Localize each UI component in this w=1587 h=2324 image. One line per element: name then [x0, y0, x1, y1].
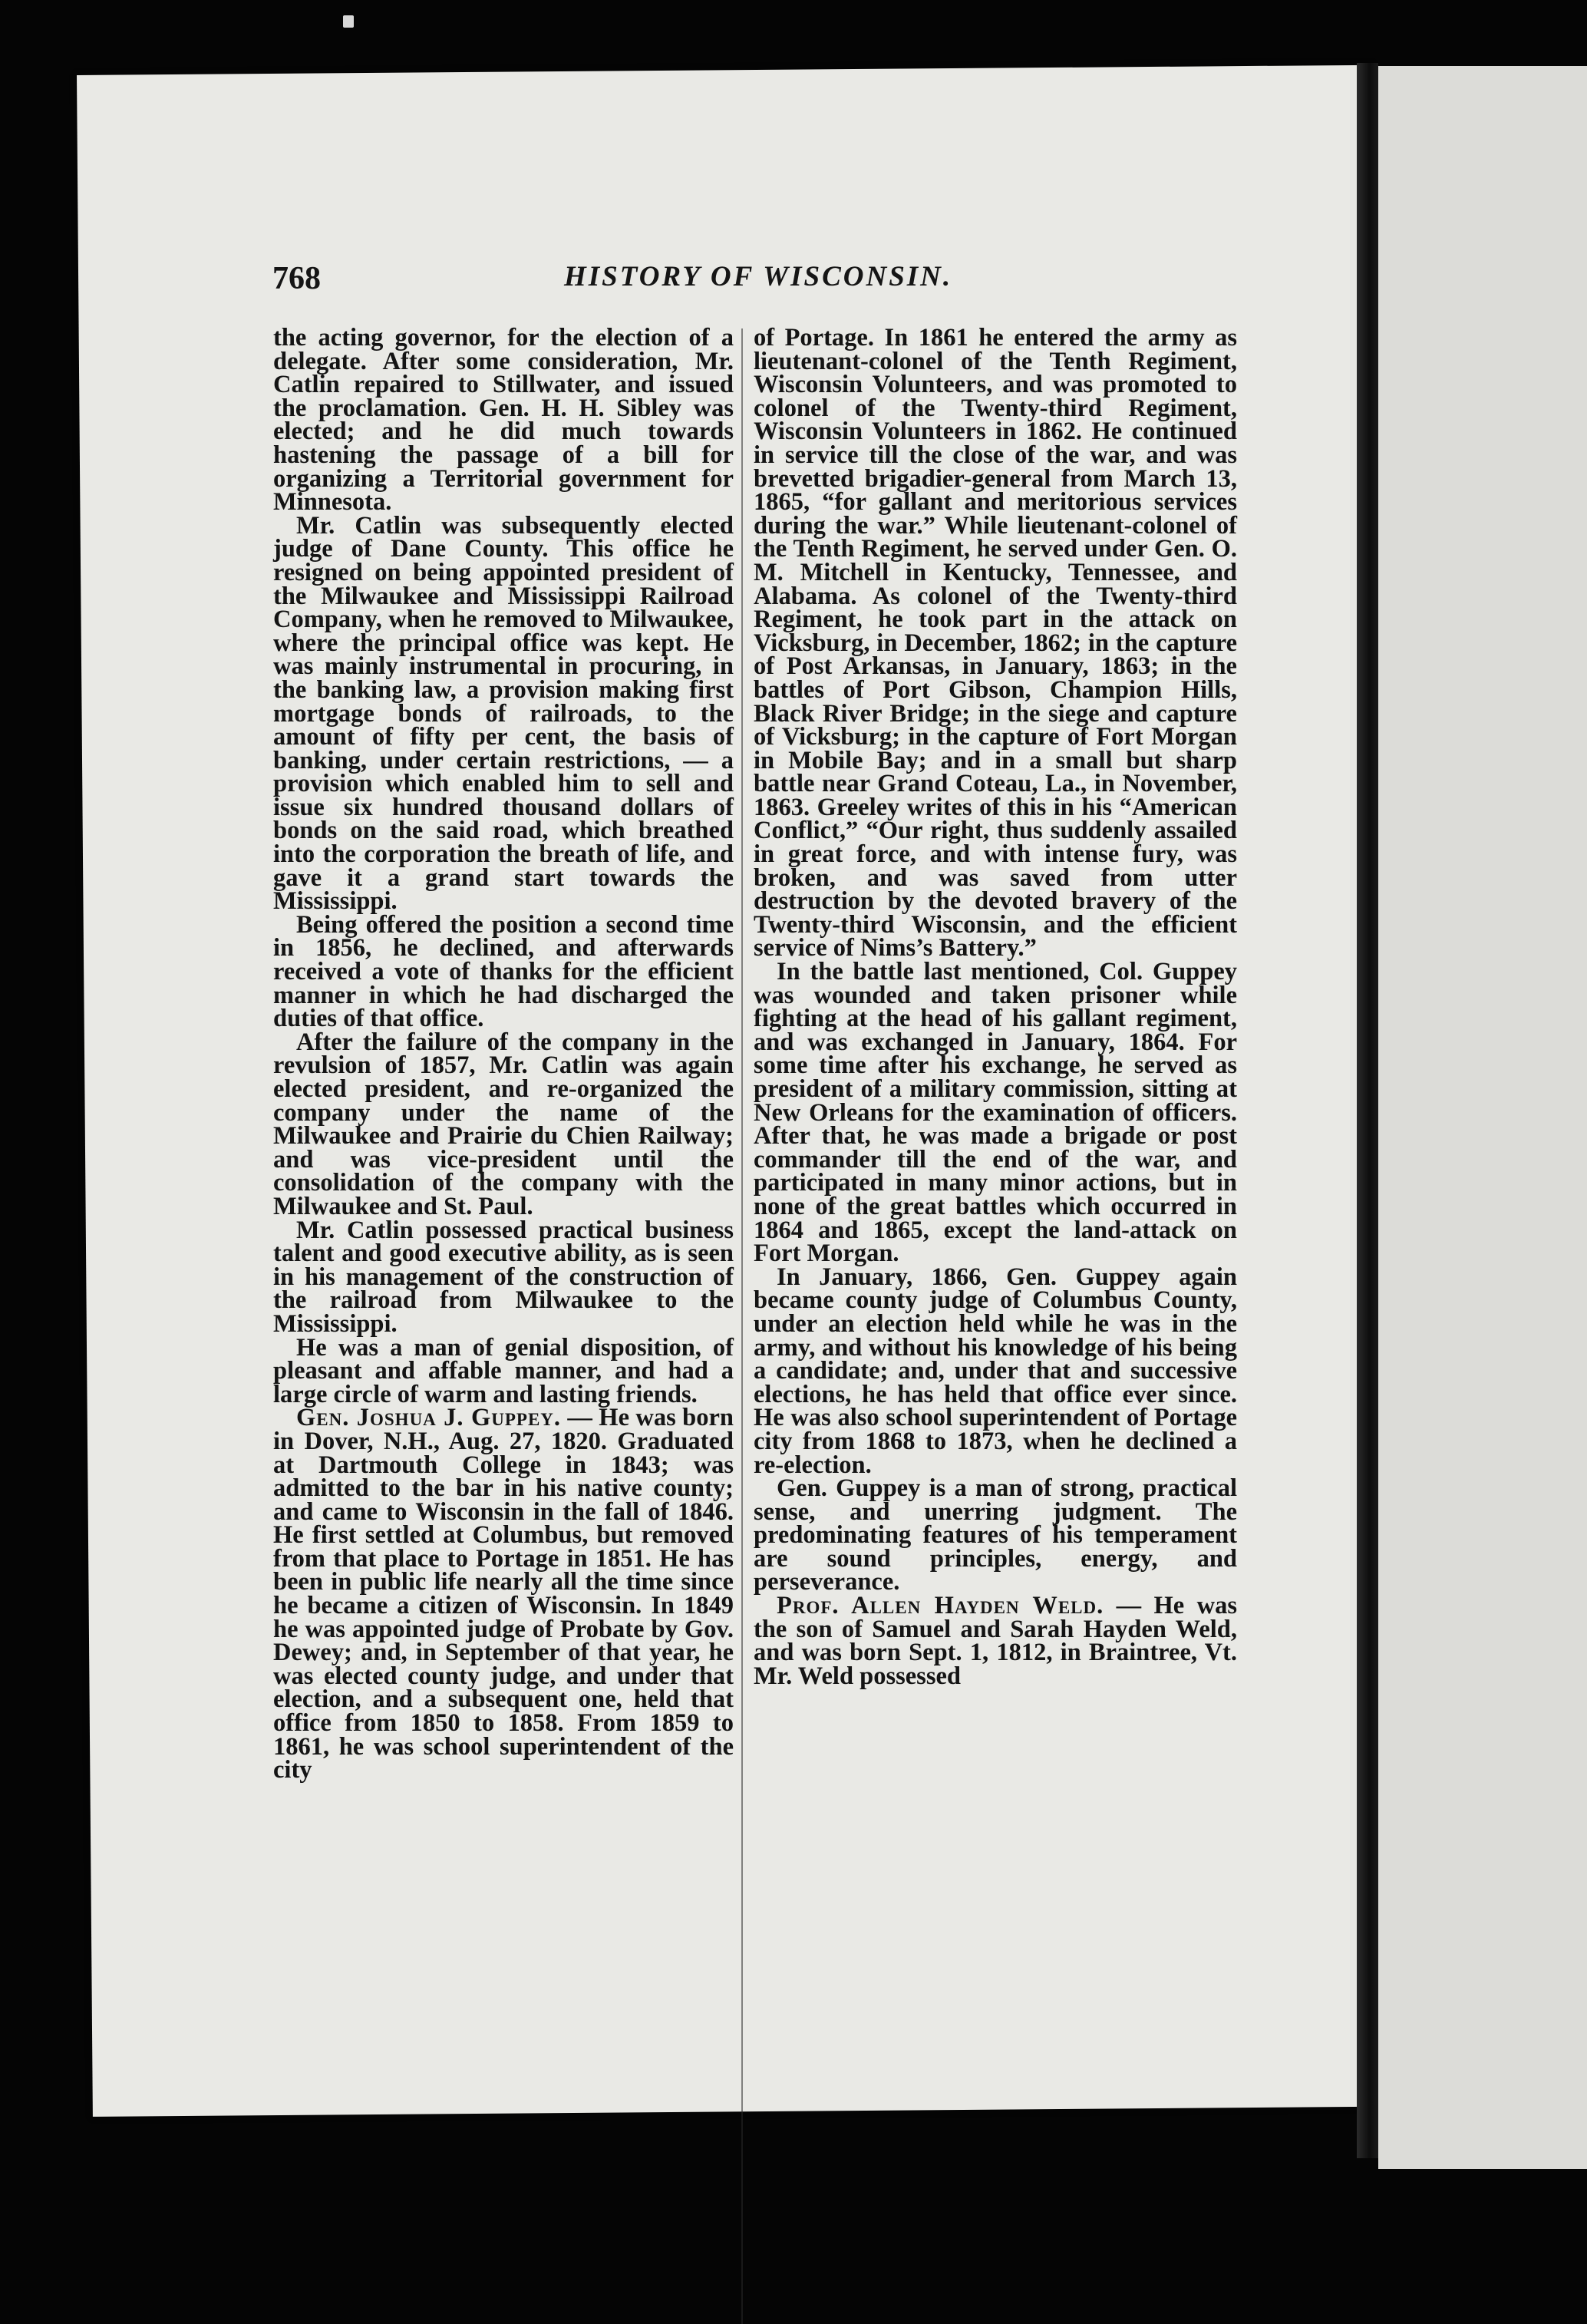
paragraph-text: He was a man of genial disposition, of pleasant and affable manner, and had a large circle of warm and lasting friends.	[273, 1333, 734, 1408]
left-text-column	[273, 326, 734, 1782]
running-head-title: HISTORY OF WISCONSIN.	[564, 261, 953, 292]
page-number: 768	[272, 261, 321, 296]
paragraph	[754, 326, 1237, 960]
paragraph-text: — He was born in Dover, N.H., Aug. 27, 1820. Graduated at Dartmouth College in 1843; was admitted to the bar in his native county; and came to Wisconsin in the fall of 1846. He first settled at Columbus, but removed from that place to Portage in 1851. He has been in public life nearly all the time since he became a citizen of Wisconsin. In 1849 he was appointed judge of Probate by Gov. Dewey; and, in September of that year, he was elected county judge, and under that election, and a subsequent one, held that office from 1850 to 1858. From 1859 to 1861, he was school superintendent of the city	[273, 1404, 734, 1784]
paragraph-text: the acting governor, for the election of a delegate. After some consideration, Mr. Catlin repaired to Stillwater, and issued the proclamation. Gen. H. H. Sibley was elected; and he did much towards hastening the passage of a bill for organizing a Territorial government for Minnesota.	[273, 324, 734, 517]
right-text-column	[754, 326, 1237, 1688]
paragraph-text: After the failure of the company in the revulsion of 1857, Mr. Catlin was again elected president, and re-organized the company under the name of the Milwaukee and Prairie du Chien Railway; and was vice-president until the consolidation of the company with the Milwaukee and St. Paul.	[273, 1028, 734, 1220]
facing-page-edge	[1378, 66, 1587, 2169]
paragraph-text: Gen. Guppey is a man of strong, practical sense, and unerring judgment. The predominating features of his temperament are sound principles, energy, and perseverance.	[754, 1474, 1237, 1596]
paragraph	[273, 1216, 734, 1338]
biography-subject-name: Prof. Allen Hayden Weld.	[777, 1592, 1104, 1620]
paragraph	[273, 1333, 734, 1408]
running-head	[272, 257, 1270, 303]
paragraph	[754, 1263, 1237, 1479]
paragraph	[273, 511, 734, 916]
paragraph-text: Mr. Catlin was subsequently elected judge of Dane County. This office he resigned on being appointed president of the Milwaukee and Mississippi Railroad Company, when he removed to Milwaukee, where the principal office was kept. He was mainly instrumental in procuring, in the banking law, a provision making first mortgage bonds of railroads, to the amount of fifty per cent, the basis of banking, under certain restrictions, — a provision which enabled him to sell and issue six hundred thousand dollars of bonds on the said road, which breathed into the corporation the breath of life, and gave it a grand start towards the Mississippi.	[273, 511, 734, 916]
paragraph-text: Being offered the position a second time in 1856, he declined, and afterwards received a vote of thanks for the efficient manner in which he had discharged the duties of that office.	[273, 910, 734, 1033]
paragraph-text: of Portage. In 1861 he entered the army as lieutenant-colonel of the Tenth Regiment, Wisconsin Volunteers, and was promoted to colonel of the Twenty-third Regiment, Wisconsin Volunteers in 1862. He continued in service till the close of the war, and was brevetted brigadier-general from March 13, 1865, “for gallant and meritorious services during the war.” While lieutenant-colonel of the Tenth Regiment, he served under Gen. O. M. Mitchell in Kentucky, Tennessee, and Alabama. As colonel of the Twenty-third Regiment, he took part in the attack on Vicksburg, in December, 1862; in the capture of Post Arkansas, in January, 1863; in the battles of Port Gibson, Champion Hills, Black River Bridge; in the siege and capture of Vicksburg; in the capture of Fort Morgan in Mobile Bay; and in a small but sharp battle near Grand Coteau, La., in November, 1863. Greeley writes of this in his “American Conflict,” “Our right, thus suddenly assailed in great force, and with intense fury, was broken, and was saved from utter destruction by the devoted bravery of the Twenty-third Wisconsin, and the efficient service of Nims’s Battery.”	[754, 324, 1237, 962]
paragraph	[273, 910, 734, 1033]
book-gutter	[1357, 63, 1378, 2158]
paragraph-text: In January, 1866, Gen. Guppey again became county judge of Columbus County, under an election held while he was in the army, and without his knowledge of his being a candidate; and, under that and successive elections, he has held that office ever since. He was also school superintendent of Portage city from 1868 to 1873, when he declined a re-election.	[754, 1263, 1237, 1479]
paragraph	[273, 324, 734, 517]
paragraph	[754, 1474, 1237, 1596]
paragraph-text: Mr. Catlin possessed practical business talent and good executive ability, as is seen in his management of the construction of the railroad from Milwaukee to the Mississippi.	[273, 1216, 734, 1338]
paragraph	[273, 1028, 734, 1220]
paragraph-text: — He was the son of Samuel and Sarah Hayden Weld, and was born Sept. 1, 1812, in Braintree, Vt. Mr. Weld possessed	[754, 1592, 1237, 1690]
paragraph	[754, 960, 1237, 1266]
dust-speck	[343, 15, 354, 28]
biography-subject-name: Gen. Joshua J. Guppey.	[296, 1404, 562, 1432]
paragraph	[754, 1594, 1237, 1688]
paragraph-text: In the battle last mentioned, Col. Guppey was wounded and taken prisoner while fighting at the head of his gallant regiment, and was exchanged in January, 1864. For some time after his exchange, he served as president of a military commission, sitting at New Orleans for the examination of officers. After that, he was made a brigade or post commander till the end of the war, and participated in many minor actions, but in none of the great battles which occurred in 1864 and 1865, except the land-attack on Fort Morgan.	[754, 958, 1237, 1268]
column-divider	[741, 328, 743, 2324]
paragraph	[273, 1406, 734, 1782]
